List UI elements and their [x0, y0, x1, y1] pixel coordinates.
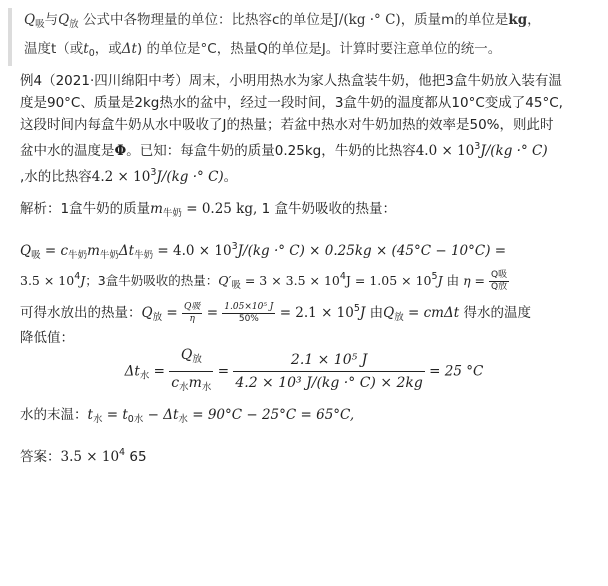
eq1-rhs-b: J/(kg ·° C) × 0.25kg × (45°C − 10°C) = — [237, 243, 507, 259]
disp-den-2: 4.2 × 10³ J/(kg ·° C) × 2kg — [235, 375, 423, 391]
mass-expr: = 0.25 kg, — [186, 201, 258, 217]
line4-exp: 5 — [353, 303, 360, 314]
line3-text: ；3盒牛奶吸收的热量： — [85, 273, 219, 288]
line4-text: 可得水放出的热量： — [20, 305, 142, 321]
line4-q-sub: 放 — [152, 312, 163, 323]
milk-c-unit: J/(kg ·° C) — [480, 143, 548, 159]
t0-sub: 0 — [88, 48, 95, 59]
eq1-m: m — [87, 243, 100, 259]
line4-unit: J — [359, 305, 366, 321]
line4-by: 由 — [369, 305, 384, 321]
f1-den: η — [189, 313, 195, 324]
f1-fraction — [182, 302, 202, 325]
milk-sub: 牛奶 — [162, 208, 182, 219]
m-symbol: m — [150, 201, 163, 217]
dt-symbol: Δt — [121, 41, 137, 57]
unit-m: kg — [508, 12, 528, 28]
line3-eq-c: J — [437, 273, 443, 288]
f2-den: 50% — [238, 313, 259, 324]
release-sub: 放 — [69, 19, 79, 30]
water-c-value: 4.2 × 10 — [91, 169, 151, 185]
line4-eq-sign: = — [166, 305, 178, 321]
disp-eq-1: = — [153, 363, 165, 380]
intro-text-2: ，质量m的单位是 — [400, 12, 509, 28]
line3-exp: 4 — [74, 271, 81, 282]
eta-num: Q吸 — [490, 270, 508, 280]
disp-den-m-sub: 水 — [201, 382, 212, 393]
disp-dt-sub: 水 — [139, 370, 150, 382]
water-c-unit: J/(kg ·° C) — [156, 169, 224, 185]
intro-line-2 — [24, 37, 608, 66]
intro-text-1: 公式中各物理量的单位：比热容c的单位是 — [82, 12, 334, 28]
final-dt-sub: 水 — [178, 414, 188, 425]
disp-den-c-sub: 水 — [179, 382, 189, 393]
eq-line-4: 降低值： — [20, 330, 74, 346]
line4-q2: Q — [383, 305, 395, 321]
example-line-4b: 。已知：每盒牛奶的质量0.25kg，牛奶的比热容 — [126, 143, 416, 159]
line4-eq-sign-2: = — [206, 305, 218, 321]
eta-fraction — [489, 270, 509, 293]
eta-den: Q放 — [490, 282, 508, 292]
eq1-dt-sub: 牛奶 — [134, 250, 154, 261]
eq-line-1 — [20, 236, 590, 266]
display-equation — [0, 344, 608, 400]
intro-text-6: ) 的单位是°C，热量Q的单位是J。计算时要注意单位的统一。 — [136, 41, 502, 57]
intro-text-5: ，或 — [94, 41, 122, 57]
t0-symbol: t — [83, 41, 89, 57]
line4-q: Q — [141, 305, 153, 321]
disp-num-2: 2.1 × 10⁵ J — [233, 349, 425, 372]
example-line-2: 度是90°C、质量是2kg热水的盆中，经过一段时间，3盒牛奶的温度都从10°C变成了45°C, — [20, 95, 563, 111]
eq1-c-sub: 牛奶 — [68, 250, 88, 261]
eq1-m-sub: 牛奶 — [99, 250, 119, 261]
phi-symbol: Φ — [114, 143, 127, 159]
eq-line-3 — [20, 298, 590, 328]
disp-den-c: c — [171, 375, 180, 391]
disp-num-1 — [169, 344, 213, 372]
intro-note — [8, 8, 608, 66]
eq1-sub: 吸 — [31, 250, 41, 261]
f2-num: 1.05×10⁵ J — [224, 301, 274, 312]
example-line-3: 这段时间内每盒牛奶从水中吸收了J的热量；若盆中热水对牛奶加热的效率是50%，则此时 — [20, 117, 554, 133]
answer-value: 3.5 × 10 — [60, 449, 120, 465]
solution-tail: 1 盒牛奶吸收的热量： — [261, 201, 396, 217]
final-eq1: = t — [106, 407, 128, 423]
line4-formula: = cmΔt — [408, 305, 460, 321]
line3-eq: = 3 × 3.5 × 10 — [244, 273, 340, 288]
q-release-symbol: Q — [58, 12, 70, 28]
milk-c-value: 4.0 × 10 — [415, 143, 475, 159]
milk-c-exp: 3 — [474, 141, 481, 152]
disp-num-q: Q — [180, 347, 193, 363]
disp-den-m: m — [188, 375, 202, 391]
solution-intro — [20, 198, 590, 225]
disp-num-sub: 放 — [192, 354, 202, 365]
line3-by: 由 — [446, 273, 460, 288]
final-t: t — [87, 407, 93, 423]
line3-eq-b: J = 1.05 × 10 — [345, 273, 432, 288]
eta-expr: η = — [463, 273, 485, 288]
answer-line — [20, 442, 590, 468]
example-line-1: 例4（2021·四川绵阳中考）周末，小明用热水为家人热盒装牛奶，他把3盒牛奶放入装有温 — [20, 73, 562, 89]
eq1-q: Q — [20, 243, 32, 259]
line3-unit: J — [80, 273, 86, 288]
eq1-c: = c — [44, 243, 69, 259]
solution-equations — [20, 236, 590, 349]
eq1-exp: 3 — [231, 241, 238, 252]
q-prime-sub: 吸 — [231, 280, 241, 291]
eq-line-2 — [20, 266, 590, 296]
final-t-sub: 水 — [92, 414, 103, 425]
example-line-5b: 。 — [223, 169, 238, 185]
line4-q2-sub: 放 — [394, 312, 404, 323]
solution-label: 解析：1盒牛奶的质量 — [20, 201, 151, 217]
example-line-4a: 盆中水的温度是 — [20, 143, 115, 159]
line4-tail: 得水的温度 — [463, 305, 531, 321]
example-line-5 — [20, 162, 590, 188]
absorb-sub: 吸 — [35, 19, 45, 30]
q-prime: Q′ — [218, 273, 232, 288]
final-eq3: = 90°C − 25°C = 65°C, — [192, 407, 355, 423]
final-temperature — [20, 404, 590, 431]
disp-dt: Δt — [124, 363, 140, 380]
example-line-5a: ,水的比热容 — [20, 169, 92, 185]
and-word: 与 — [44, 12, 59, 28]
answer-exp: 4 — [119, 447, 126, 458]
unit-c: J/(kg ·° C) — [333, 12, 401, 28]
line3-eq-exp2: 5 — [431, 271, 438, 282]
disp-fraction-2 — [233, 349, 425, 394]
disp-eq-2: = — [217, 363, 230, 380]
disp-den-1 — [169, 372, 213, 399]
intro-text-4: 温度t（或 — [24, 41, 84, 57]
q-absorb-symbol: Q — [24, 12, 36, 28]
intro-text-3: ， — [527, 12, 541, 28]
line3-value: 3.5 × 10 — [20, 273, 75, 288]
line3-eq-exp: 4 — [339, 271, 346, 282]
f1-num: Q吸 — [184, 301, 201, 312]
f2-fraction — [222, 302, 275, 325]
example-problem — [20, 70, 590, 188]
eq1-rhs-a: = 4.0 × 10 — [157, 243, 232, 259]
final-eq2: − Δt — [147, 407, 179, 423]
answer-second: 65 — [129, 449, 147, 465]
example-line-4 — [20, 136, 590, 162]
eq1-dt: Δt — [118, 243, 135, 259]
water-c-exp: 3 — [150, 167, 157, 178]
final-0water: 0水 — [127, 414, 144, 425]
intro-line-1 — [24, 8, 608, 37]
line4-val: = 2.1 × 10 — [279, 305, 354, 321]
answer-label: 答案： — [20, 449, 61, 465]
disp-result: = 25 °C — [429, 363, 484, 380]
final-label: 水的末温： — [20, 407, 88, 423]
disp-fraction-1 — [169, 344, 213, 399]
